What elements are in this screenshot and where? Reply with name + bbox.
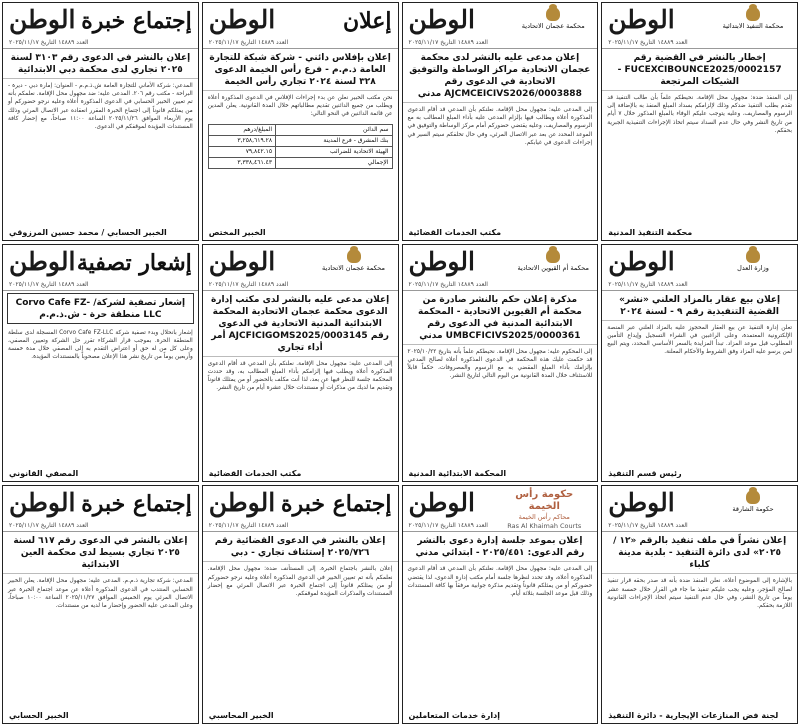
alwatan-logo: الوطن: [208, 246, 276, 276]
falcon-emblem-icon: [546, 249, 560, 263]
notice-card-announcement: [202, 2, 399, 241]
card-signature: مكتب الخدمات القضائية: [408, 227, 502, 237]
alwatan-logo: الوطن: [608, 246, 675, 276]
issue-date: العدد ١٤٨٨٩ التاريخ ٢٠٢٥/١١/١٧: [608, 522, 688, 530]
card-body: المدعي: شركة الأماني للتجارة العامة ش.ذ.م.م - العنوان: إمارة دبي - ديرة - البراحة - مكتب رقم ٢٠٦. المدعى عليه: ضد مجهول محل الإقامة. نعلمكم بأنه تم تعيين الخبير الحسابي في الدعوى المذكورة أعلاه وعليه نرجو حضوركم أو من يمثلكم قانوناً إلى اجتماع الخبرة المقرر انعقاده عبر الاتصال المرئي وذلك يوم الأربعاء الموافق ٢٠٢٥/١١/٢٦ الساعة ١١:٠٠ صباحاً، مع إحضار كافة المستندات المؤيدة لموقفكم في الدعوى.: [8, 83, 193, 131]
card-headline: إشعار تصفية لشركة/ Corvo Cafe FZ-LLC منطقة حرة - ش.ذ.م.م: [7, 293, 194, 324]
falcon-emblem-icon: [347, 249, 361, 263]
court-name: محكمة عجمان الاتحادية: [322, 263, 385, 272]
card-body: المدعي: شركة تجارية ذ.م.م. المدعى عليه: مجهول محل الإقامة. يعلن الخبير الحسابي المنتدب في الدعوى المذكورة أعلاه عن موعد اجتماع الخبرة عبر الاتصال المرئي يوم الخميس الموافق ٢٠٢٥/١١/٢٧ الساعة ١٠:٠٠ صباحاً، وعلى المدعى عليه الحضور وإحضار ما لديه من مستندات.: [8, 578, 193, 609]
issue-date: العدد ١٤٨٨٩ التاريخ ٢٠٢٥/١١/١٧: [408, 522, 488, 530]
card-signature: المصفي القانوني: [9, 469, 79, 479]
alwatan-logo: الوطن: [408, 246, 475, 276]
card-header: [602, 486, 797, 532]
alwatan-logo: الوطن: [208, 488, 276, 518]
card-header: [403, 3, 598, 49]
card-headline: إعلان نشراً في ملف تنفيذ بالرقم «١٢ / ٢٠٢٥» لدى دائرة التنفيذ - بلدية مدينة كلباء: [602, 532, 797, 574]
table-row: [208, 135, 392, 146]
notice-card-expert-meeting-alain: [2, 485, 199, 724]
card-title: إجتماع خبرة: [81, 491, 192, 518]
card-body: إلى المدعى عليه: مجهول محل الإقامة. نعلنكم بأن المدعي قد أقام الدعوى المذكورة أعلاه ويطلب فيها إلزامكم بأداء المبلغ المطالب به، وقد حددت المحكمة جلسة للنظر فيها عن بعد، لذا أنت مكلف بالحضور أو من يمثلك قانوناً وتقديم ما لديك من مذكرات أو مستندات خلال عشرة أيام من تاريخ النشر.: [207, 360, 393, 392]
card-signature: لجنة فض المنازعات الإيجارية - دائرة التنفيذ: [608, 711, 779, 720]
card-header: [203, 486, 398, 532]
card-header: [602, 3, 797, 49]
card-header: [602, 245, 797, 291]
issue-date: العدد ١٤٨٨٩ التاريخ ٢٠٢٥/١١/١٧: [9, 280, 89, 288]
card-body: إلى المدعى عليه: مجهول محل الإقامة. نعلنكم بأن المدعي قد أقام الدعوى المذكورة أعلاه، وقد تحدد لنظرها جلسة أمام مكتب إدارة الدعوى، لذا يقتضي حضوركم أو من يمثلكم قانوناً وتقديم مذكرة جوابية مرفقاً بها كافة المستندات وذلك قبل موعد الجلسة بثلاثة أيام.: [407, 566, 593, 597]
notice-card-ras-al-khaimah: [402, 485, 599, 724]
alwatan-logo: الوطن: [9, 488, 76, 518]
card-body: إعلان بالنشر باجتماع الخبرة. إلى المستأنف ضده: مجهول محل الإقامة. نعلمكم بأنه تم تعيين الخبير في الدعوى المذكورة أعلاه وعليه نرجو حضوركم أو من يمثلكم قانوناً إلى اجتماع الخبرة عبر الاتصال المرئي مع إحضار المستندات والمذكرات المؤيدة لموقفكم.: [207, 566, 393, 597]
card-headline: إعلان بإفلاس دائني - شركة شبكة للتجارة العامة ذ.م.م - فرع رأس الخيمة الدعوى ٣٢٨ لسنة ٢٠٢٤ تجاري رأس الخيمة: [203, 49, 398, 91]
card-body: إلى المحكوم عليه: مجهول محل الإقامة. نحيطكم علماً بأنه بتاريخ ٢٠٢٥/١٠/٢٢ قد حكمت عليك هذه المحكمة في الدعوى المذكورة أعلاه لصالح المدعي بإلزامك بأداء المبلغ المقضي به مع الرسوم والمصروفات، حكماً قابلاً للاستئناف خلال المدة القانونية من اليوم التالي لتاريخ النشر.: [407, 348, 593, 380]
table-cell: المبلغ/درهم: [208, 124, 275, 135]
alwatan-logo: الوطن: [208, 5, 276, 34]
card-header: [403, 245, 598, 291]
card-headline: إعلان مدعى عليه بالنشر لدى مكتب إدارة الدعوى محكمة عجمان الاتحادية المحكمة الابتدائية المدنية الاتحادية في الدعوى رقم AJCFICIGOMS2025/0003145 أمر أداء تجاري: [203, 291, 398, 357]
rak-courts-english: Ras Al Khaimah Courts: [507, 522, 582, 531]
table-cell: بنك المشرق - فرع المدينة: [276, 135, 392, 146]
issue-date: العدد ١٤٨٨٩ التاريخ ٢٠٢٥/١١/١٧: [608, 280, 688, 288]
card-title: إشعار تصفية: [76, 249, 192, 276]
court-name: محكمة التنفيذ الابتدائية: [722, 22, 784, 30]
card-headline: إعلان بيع عقار بالمزاد العلني «نشر» القضية التنفيذية رقم ٩ - لسنة ٢٠٢٤: [602, 291, 797, 321]
table-row: [208, 124, 392, 135]
card-body: بالإشارة إلى الموضوع أعلاه، نعلن المنفذ ضده بأنه قد صدر بحقه قرار تنفيذ لصالح المؤجر، وعليه يجب عليكم تنفيذ ما جاء في القرار خلال خمسة عشر يوماً من تاريخ النشر، وفي حال عدم التنفيذ سيتم اتخاذ الإجراءات القانونية اللازمة بحقكم.: [607, 578, 792, 609]
table-cell: سم الدائن: [276, 124, 392, 135]
alwatan-logo: الوطن: [408, 488, 475, 518]
card-signature: الخبير الحسابي / محمد حسين المرزوقي: [9, 227, 167, 237]
notices-grid: [2, 2, 798, 724]
card-signature: إدارة خدمات المتعاملين: [408, 711, 500, 720]
notice-card-execution-cheques: [601, 2, 798, 241]
issue-date: العدد ١٤٨٨٩ التاريخ ٢٠٢٥/١١/١٧: [408, 280, 488, 288]
issue-date: العدد ١٤٨٨٩ التاريخ ٢٠٢٥/١١/١٧: [208, 522, 289, 530]
court-name: حكومة الشارقة: [732, 505, 774, 514]
card-body: إشعار بانحلال وبدء تصفية شركة Corvo Cafe FZ-LLC المسجلة لدى سلطة المنطقة الحرة. بموجب قرار الشركاء تقرر حل الشركة وتعيين المصفي، وعلى كل من له حق أو اعتراض التقدم به إلى المصفي خلال مدة خمسة وأربعين يوماً من تاريخ نشر هذا الإعلان مصحوباً بالمستندات المؤيدة.: [8, 329, 193, 361]
card-signature: الخبير المحاسبي: [208, 711, 274, 720]
card-headline: مذكرة إعلان حكم بالنشر صادرة من محكمة أم القيوين الاتحادية - المحكمة الابتدائية المدنية في الدعوى رقم UMBCFICIVS2025/0000361 مدني: [403, 291, 598, 345]
card-signature: محكمة التنفيذ المدنية: [608, 227, 693, 237]
card-title: إجتماع خبرة: [281, 491, 392, 518]
issue-date: العدد ١٤٨٨٩ التاريخ ٢٠٢٥/١١/١٧: [9, 522, 89, 530]
card-signature: المحكمة الابتدائية المدنية: [408, 469, 507, 479]
rak-courts-name: محاكم رأس الخيمة: [518, 513, 570, 522]
card-header: [203, 3, 398, 49]
alwatan-logo: الوطن: [9, 246, 76, 276]
falcon-emblem-icon: [546, 7, 560, 21]
issue-date: العدد ١٤٨٨٩ التاريخ ٢٠٢٥/١١/١٧: [208, 280, 289, 288]
card-headline: إعلان بالنشر في الدعوى القضائية رقم ٢٠٢٥/٧٢٦ إستئناف تجاري - دبي: [203, 532, 398, 562]
sharjah-emblem-icon: [746, 490, 760, 504]
card-body: إلى المنفذ ضده: مجهول محل الإقامة. نحيطكم علماً بأن طالب التنفيذ قد تقدم بطلب التنفيذ ضدكم وذلك لإلزامكم بسداد المبلغ المنفذ به بالإضافة إلى الرسوم والمصاريف، وعليه يتوجب عليكم الوفاء بالمبلغ المذكور خلال ٧ أيام من تاريخ النشر وفي حال عدم السداد سيتم اتخاذ الإجراءات التنفيذية الجبرية بحقكم.: [607, 95, 792, 134]
court-name: محكمة أم القيوين الاتحادية: [517, 263, 589, 272]
table-cell: ٣,٣٣٨,٤٦١.٤٣: [208, 157, 275, 168]
card-header: [403, 486, 598, 532]
notice-card-kalba-execution: [601, 485, 798, 724]
card-signature: الخبير المختص: [208, 227, 266, 237]
card-body: تعلن إدارة التنفيذ عن بيع العقار المحجوز عليه بالمزاد العلني عبر المنصة الإلكترونية المعتمدة، وعلى الراغبين في الشراء التسجيل وإيداع التأمين المطلوب قبل موعد المزاد. تبدأ المزايدة بالسعر الأساسي المحدد، ويتم البيع لمن يرسو عليه المزاد وفق الشروط والأحكام المعلنة.: [607, 324, 792, 356]
card-headline: إعلان مدعى عليه بالنشر لدى محكمة عجمان الاتحادية مراكز الوساطة والتوفيق الاتحادية في الدعوى رقم AJCMCEICIVS2026/0003888 مدني: [403, 49, 598, 103]
court-name: وزارة العدل: [737, 263, 769, 272]
card-signature: مكتب الخدمات القضائية: [208, 469, 302, 479]
notice-card-ajman-mediation: [402, 2, 599, 241]
creditors-table: [208, 124, 393, 169]
card-header: [3, 3, 198, 49]
notice-card-expert-meeting-dubai: [2, 2, 199, 241]
issue-date: العدد ١٤٨٨٩ التاريخ ٢٠٢٥/١١/١٧: [208, 39, 289, 46]
card-header: [3, 245, 198, 291]
card-header: [203, 245, 398, 291]
issue-date: العدد ١٤٨٨٩ التاريخ ٢٠٢٥/١١/١٧: [408, 39, 488, 46]
notice-card-liquidation: [2, 244, 199, 483]
table-cell: ٣,٢٥٨,٦١٩.٢٨: [208, 135, 275, 146]
table-row: [208, 157, 392, 168]
card-body: إلى المدعى عليه: مجهول محل الإقامة. نعلنكم بأن المدعي قد أقام الدعوى المذكورة أعلاه ويطالب فيها بإلزام المدعى عليه بأداء المبلغ المطالب به مع الرسوم والمصاريف، وعليه يقتضي حضوركم أمام مركز الوساطة والتوفيق في الموعد المحدد عن بعد عبر الاتصال المرئي، وفي حال تخلفكم سيتم السير في إجراءات الدعوى في غيابكم.: [407, 107, 593, 146]
alwatan-logo: الوطن: [608, 5, 675, 34]
court-name: محكمة عجمان الاتحادية: [521, 22, 585, 30]
notice-card-umm-al-quwain: [402, 244, 599, 483]
card-headline: إخطار بالنشر في القضية رقم FUCEXCIBOUNCE2025/0002157 - الشيكات المرتجعة: [602, 49, 797, 91]
table-cell: الإجمالي: [276, 157, 392, 168]
card-header: [3, 486, 198, 532]
issue-date: العدد ١٤٨٨٩ التاريخ ٢٠٢٥/١١/١٧: [9, 39, 89, 46]
falcon-emblem-icon: [746, 249, 760, 263]
issue-date: العدد ١٤٨٨٩ التاريخ ٢٠٢٥/١١/١٧: [608, 39, 688, 46]
card-body: نحن مكتب الخبير نعلن عن بدء إجراءات الإفلاس في الدعوى المذكورة أعلاه ويطلب من جميع الدائنين تقديم مطالباتهم خلال المدة القانونية. يعلن المدين عن قائمة الدائنين في النحو التالي:: [207, 95, 393, 118]
table-row: [208, 146, 392, 157]
card-signature: الخبير الحسابي: [9, 711, 69, 720]
table-cell: الهيئة الاتحادية للضرائب: [276, 146, 392, 157]
alwatan-logo: الوطن: [608, 488, 675, 518]
notice-card-expert-meeting-appeal: [202, 485, 399, 724]
card-title: إجتماع خبرة: [81, 8, 192, 34]
card-signature: رئيس قسم التنفيذ: [608, 469, 682, 479]
card-headline: إعلان بموعد جلسة إدارة دعوى بالنشر رقم الدعوى: ٢٠٢٥/٤٥١ - ابتدائي مدني: [403, 532, 598, 562]
card-headline: إعلان بالنشر في الدعوى رقم ٣١٠٣ لسنة ٢٠٢٥ تجاري لدى محكمة دبي الابتدائية: [3, 49, 198, 79]
alwatan-logo: الوطن: [408, 5, 475, 34]
card-headline: إعلان بالنشر في الدعوى رقم ٦١٧ لسنة ٢٠٢٥ تجاري بسيط لدى محكمة العين الابتدائية: [3, 532, 198, 574]
notice-card-auction: [601, 244, 798, 483]
table-cell: ٧٩,٨٤٢.١٥: [208, 146, 275, 157]
falcon-emblem-icon: [746, 7, 760, 21]
rak-government-name: حكومة رأس الخيمة: [515, 489, 574, 513]
card-title: إعلان: [342, 8, 392, 34]
alwatan-logo: الوطن: [9, 5, 76, 34]
notice-card-ajman-case: [202, 244, 399, 483]
